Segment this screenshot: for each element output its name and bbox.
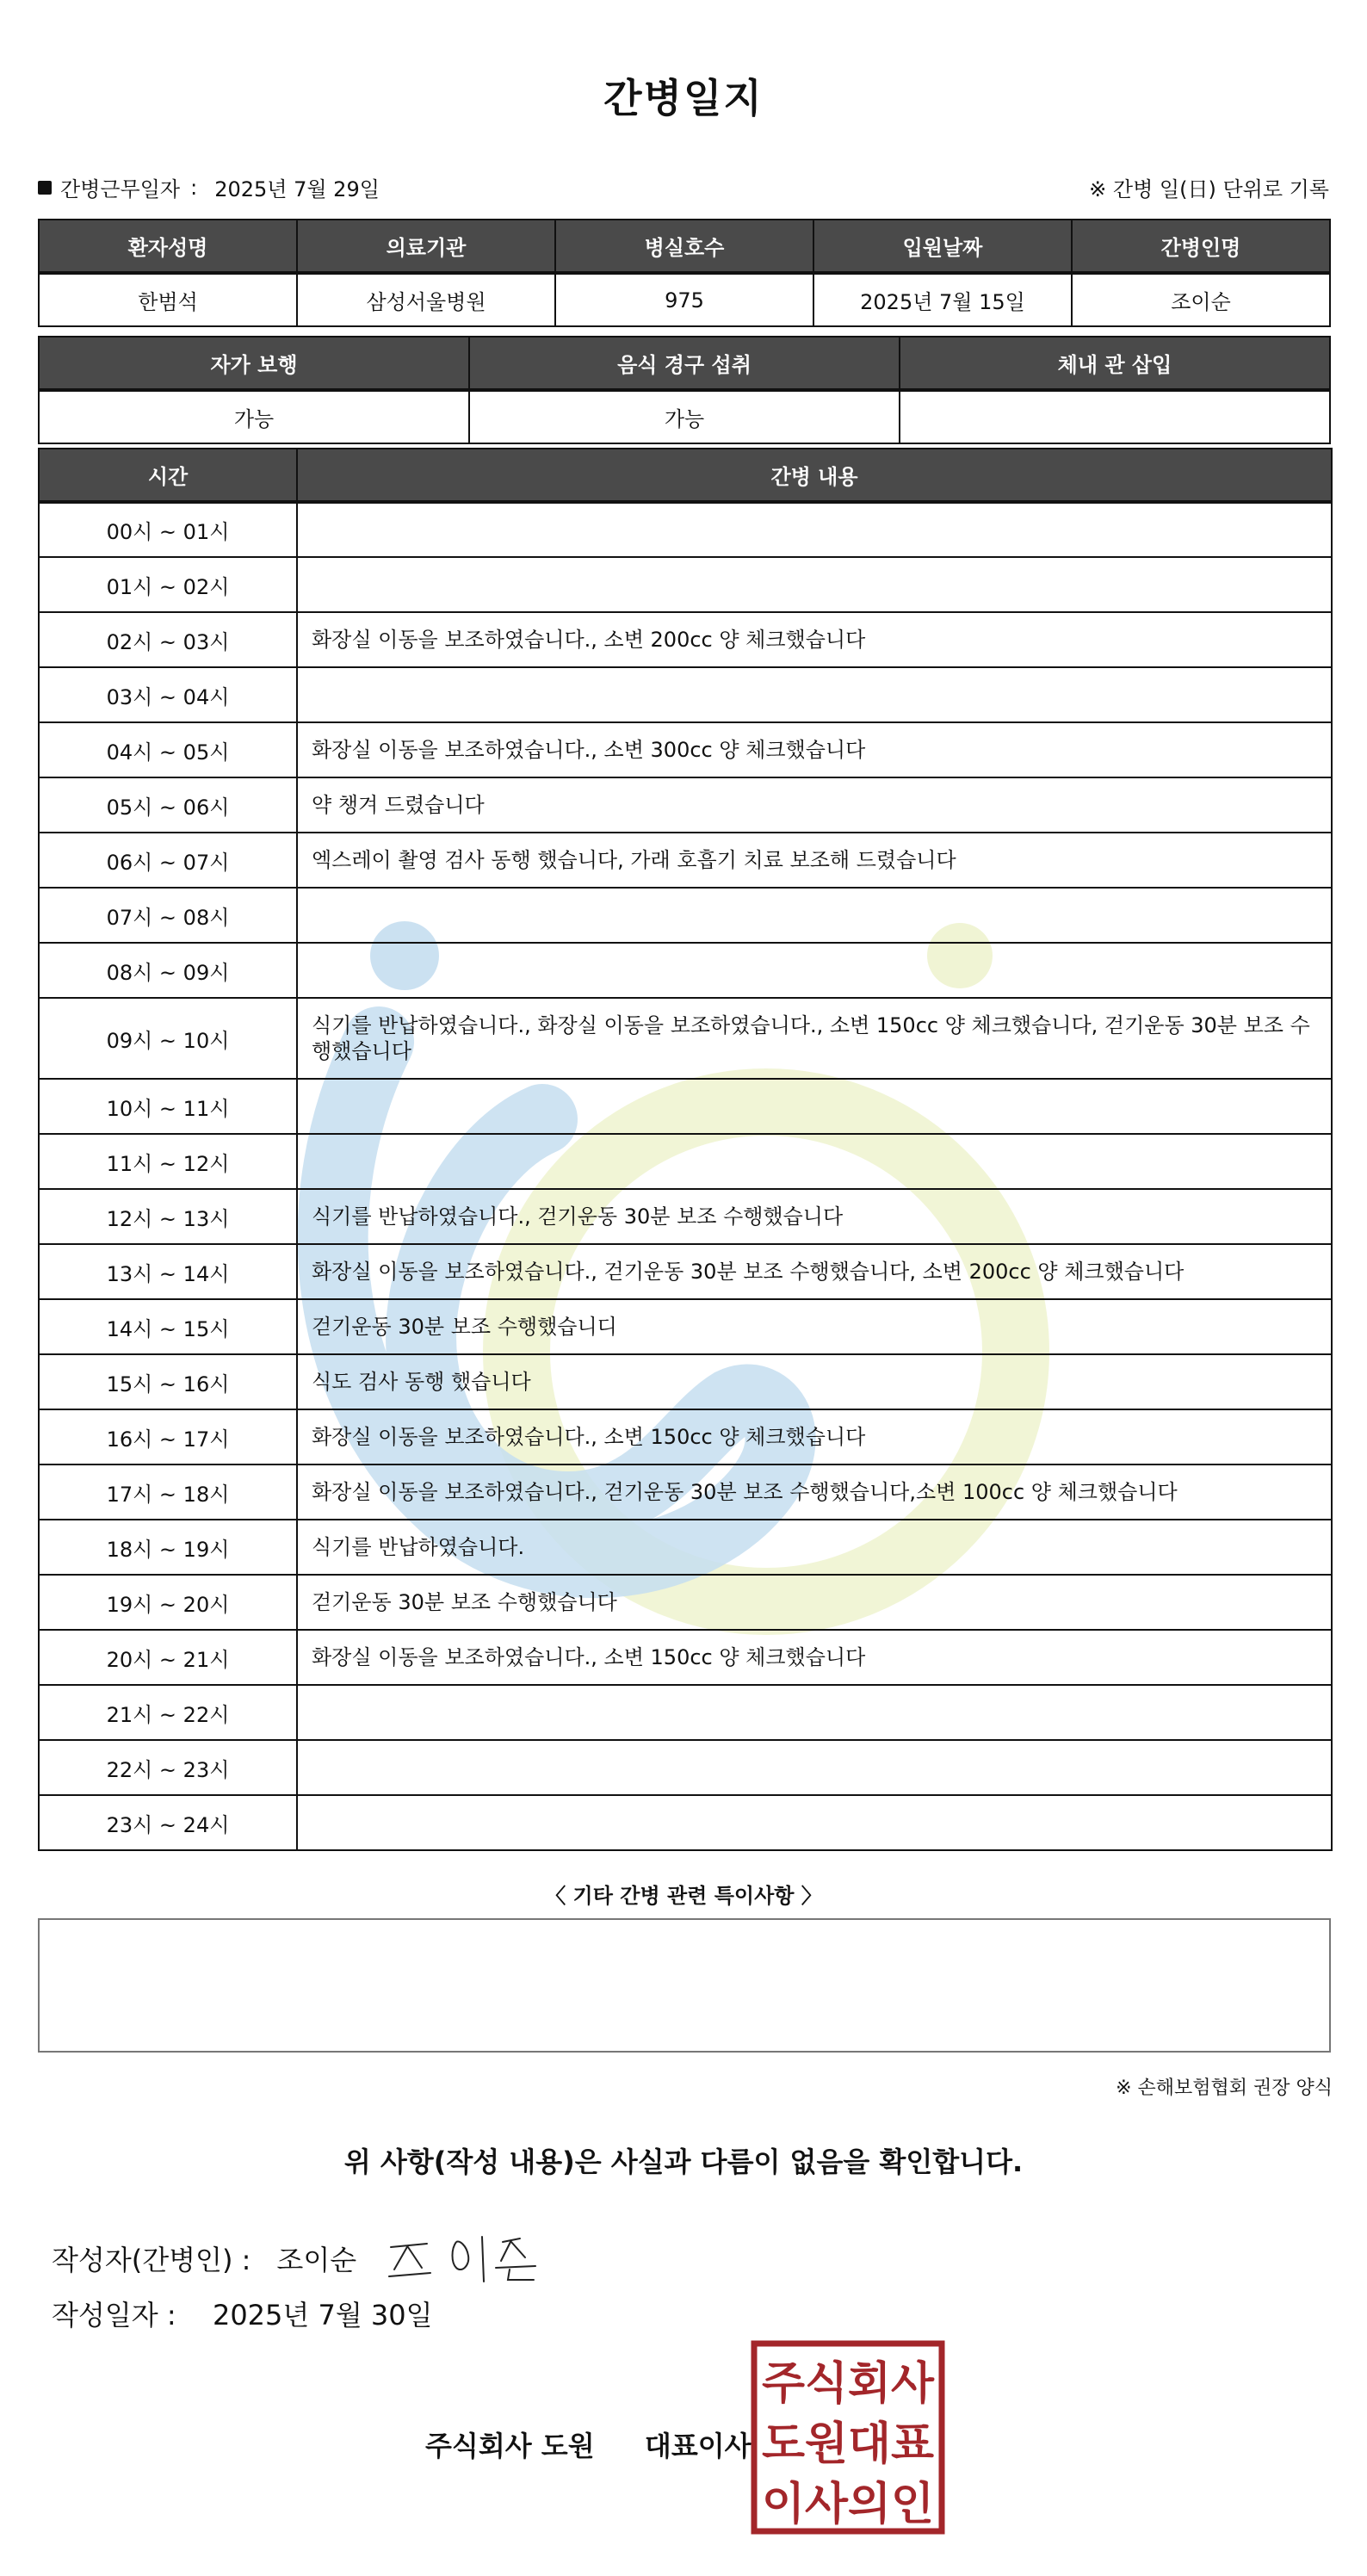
care-content: 엑스레이 촬영 검사 동행 했습니다, 가래 호흡기 치료 보조해 드렸습니다: [297, 833, 1332, 888]
care-content: 걷기운동 30분 보조 수행했습니디: [297, 1299, 1332, 1354]
time-slot: 08시 ~ 09시: [39, 943, 297, 998]
table-row: [39, 1409, 1332, 1464]
table-row: [39, 1299, 1332, 1354]
notes-title: 〈 기타 간병 관련 특이사항 〉: [545, 1884, 822, 1908]
table-row: [39, 1464, 1332, 1520]
care-content: [297, 502, 1332, 557]
author-label: 작성자(간병인) :: [52, 2244, 251, 2276]
patient-name: 한범석: [39, 273, 297, 326]
table-row: [39, 667, 1332, 722]
time-slot: 10시 ~ 11시: [39, 1079, 297, 1134]
time-slot: 15시 ~ 16시: [39, 1354, 297, 1409]
form-footnote: ※ 손해보험협회 권장 양식: [1116, 2078, 1333, 2099]
work-date-label: 간병근무일자: [60, 177, 181, 201]
table-row: [39, 557, 1332, 612]
care-content: 화장실 이동을 보조하였습니다., 걷기운동 30분 보조 수행했습니다,소변 100cc 양 체크했습니다: [297, 1464, 1332, 1520]
patient-status-table: [38, 336, 1331, 444]
care-content: 식기를 반납하였습니다.: [297, 1520, 1332, 1575]
time-slot: 23시 ~ 24시: [39, 1795, 297, 1850]
table-row: [39, 1740, 1332, 1795]
time-slot: 20시 ~ 21시: [39, 1630, 297, 1685]
header-time: 시간: [39, 449, 297, 502]
time-slot: 12시 ~ 13시: [39, 1189, 297, 1244]
header-oral-intake: 음식 경구 섭취: [469, 337, 900, 390]
time-slot: 03시 ~ 04시: [39, 667, 297, 722]
care-content: [297, 1079, 1332, 1134]
page-title: 간병일지: [603, 75, 764, 121]
table-row: [39, 888, 1332, 943]
header-care-content: 간병 내용: [297, 449, 1332, 502]
unit-note: ※ 간병 일(日) 단위로 기록: [1089, 177, 1329, 201]
table-row: [39, 1685, 1332, 1740]
table-row: [39, 998, 1332, 1079]
care-content: 식도 검사 동행 했습니다: [297, 1354, 1332, 1409]
table-row: [39, 1795, 1332, 1850]
square-bullet-icon: [38, 181, 52, 195]
time-slot: 11시 ~ 12시: [39, 1134, 297, 1189]
care-content: 화장실 이동을 보조하였습니다., 소변 150cc 양 체크했습니다: [297, 1409, 1332, 1464]
table-row: [39, 502, 1332, 557]
time-slot: 17시 ~ 18시: [39, 1464, 297, 1520]
notes-box: [38, 1918, 1331, 2053]
company-seal-stamp: [751, 2340, 945, 2535]
tube-insertion-value: [900, 390, 1330, 443]
care-log-body: [39, 502, 1332, 1850]
time-slot: 13시 ~ 14시: [39, 1244, 297, 1299]
patient-info-table: [38, 219, 1331, 327]
table-row: [39, 1520, 1332, 1575]
care-content: [297, 943, 1332, 998]
header-admission-date: 입원날짜: [813, 220, 1072, 273]
written-date-row: [52, 2294, 433, 2333]
handwritten-signature: [382, 2228, 546, 2288]
care-content: 약 챙겨 드렸습니다: [297, 777, 1332, 833]
company-name: 주식회사 도원: [425, 2430, 595, 2462]
header-patient-name: 환자성명: [39, 220, 297, 273]
written-date-value: 2025년 7월 30일: [212, 2299, 433, 2331]
seal-line-3: 이사의인: [762, 2479, 934, 2530]
time-slot: 04시 ~ 05시: [39, 722, 297, 777]
table-row: [39, 612, 1332, 667]
table-row: [39, 1244, 1332, 1299]
header-caregiver-name: 간병인명: [1072, 220, 1330, 273]
admission-date: 2025년 7월 15일: [813, 273, 1072, 326]
time-slot: 19시 ~ 20시: [39, 1575, 297, 1630]
table-row: [39, 1134, 1332, 1189]
care-log-table: [38, 448, 1333, 1851]
work-date: [38, 172, 380, 202]
header-room: 병실호수: [555, 220, 813, 273]
time-slot: 05시 ~ 06시: [39, 777, 297, 833]
room-number: 975: [555, 273, 813, 326]
work-date-value: 2025년 7월 29일: [214, 177, 380, 201]
written-date-label: 작성일자 :: [52, 2299, 176, 2331]
care-content: 식기를 반납하였습니다., 걷기운동 30분 보조 수행했습니다: [297, 1189, 1332, 1244]
caregiver-name: 조이순: [1072, 273, 1330, 326]
meta-row: [38, 172, 1329, 207]
care-content: [297, 557, 1332, 612]
confirmation-statement: 위 사항(작성 내용)은 사실과 다름이 없음을 확인합니다.: [343, 2146, 1024, 2178]
table-row: [39, 1630, 1332, 1685]
care-content: [297, 1740, 1332, 1795]
time-slot: 00시 ~ 01시: [39, 502, 297, 557]
table-row: [39, 1189, 1332, 1244]
time-slot: 18시 ~ 19시: [39, 1520, 297, 1575]
time-slot: 09시 ~ 10시: [39, 998, 297, 1079]
work-date-colon: :: [190, 175, 198, 200]
care-content: 화장실 이동을 보조하였습니다., 소변 300cc 양 체크했습니다: [297, 722, 1332, 777]
oral-intake-value: 가능: [469, 390, 900, 443]
company-signature: [425, 2424, 752, 2464]
table-row: [39, 1354, 1332, 1409]
author-row: [52, 2228, 546, 2288]
table-row: [39, 943, 1332, 998]
care-content: 식기를 반납하였습니다., 화장실 이동을 보조하였습니다., 소변 150cc 양 체크했습니다, 걷기운동 30분 보조 수행했습니다: [297, 998, 1332, 1079]
header-hospital: 의료기관: [297, 220, 555, 273]
company-role: 대표이사: [644, 2430, 752, 2462]
time-slot: 06시 ~ 07시: [39, 833, 297, 888]
self-walking-value: 가능: [39, 390, 469, 443]
table-row: [39, 1079, 1332, 1134]
hospital: 삼성서울병원: [297, 273, 555, 326]
care-content: [297, 667, 1332, 722]
care-content: 걷기운동 30분 보조 수행했습니다: [297, 1575, 1332, 1630]
care-content: 화장실 이동을 보조하였습니다., 소변 200cc 양 체크했습니다: [297, 612, 1332, 667]
care-content: 화장실 이동을 보조하였습니다., 소변 150cc 양 체크했습니다: [297, 1630, 1332, 1685]
time-slot: 07시 ~ 08시: [39, 888, 297, 943]
table-row: [39, 777, 1332, 833]
table-row: [39, 833, 1332, 888]
table-row: [39, 722, 1332, 777]
seal-line-1: 주식회사: [762, 2358, 935, 2410]
care-content: [297, 1795, 1332, 1850]
header-tube-insertion: 체내 관 삽입: [900, 337, 1330, 390]
table-row: [39, 1575, 1332, 1630]
time-slot: 22시 ~ 23시: [39, 1740, 297, 1795]
care-content: [297, 1134, 1332, 1189]
author-name: 조이순: [276, 2244, 357, 2276]
time-slot: 21시 ~ 22시: [39, 1685, 297, 1740]
header-self-walking: 자가 보행: [39, 337, 469, 390]
time-slot: 01시 ~ 02시: [39, 557, 297, 612]
seal-line-2: 도원대표: [762, 2418, 934, 2470]
time-slot: 14시 ~ 15시: [39, 1299, 297, 1354]
care-content: 화장실 이동을 보조하였습니다., 걷기운동 30분 보조 수행했습니다, 소변 200cc 양 체크했습니다: [297, 1244, 1332, 1299]
care-content: [297, 1685, 1332, 1740]
care-content: [297, 888, 1332, 943]
time-slot: 02시 ~ 03시: [39, 612, 297, 667]
time-slot: 16시 ~ 17시: [39, 1409, 297, 1464]
